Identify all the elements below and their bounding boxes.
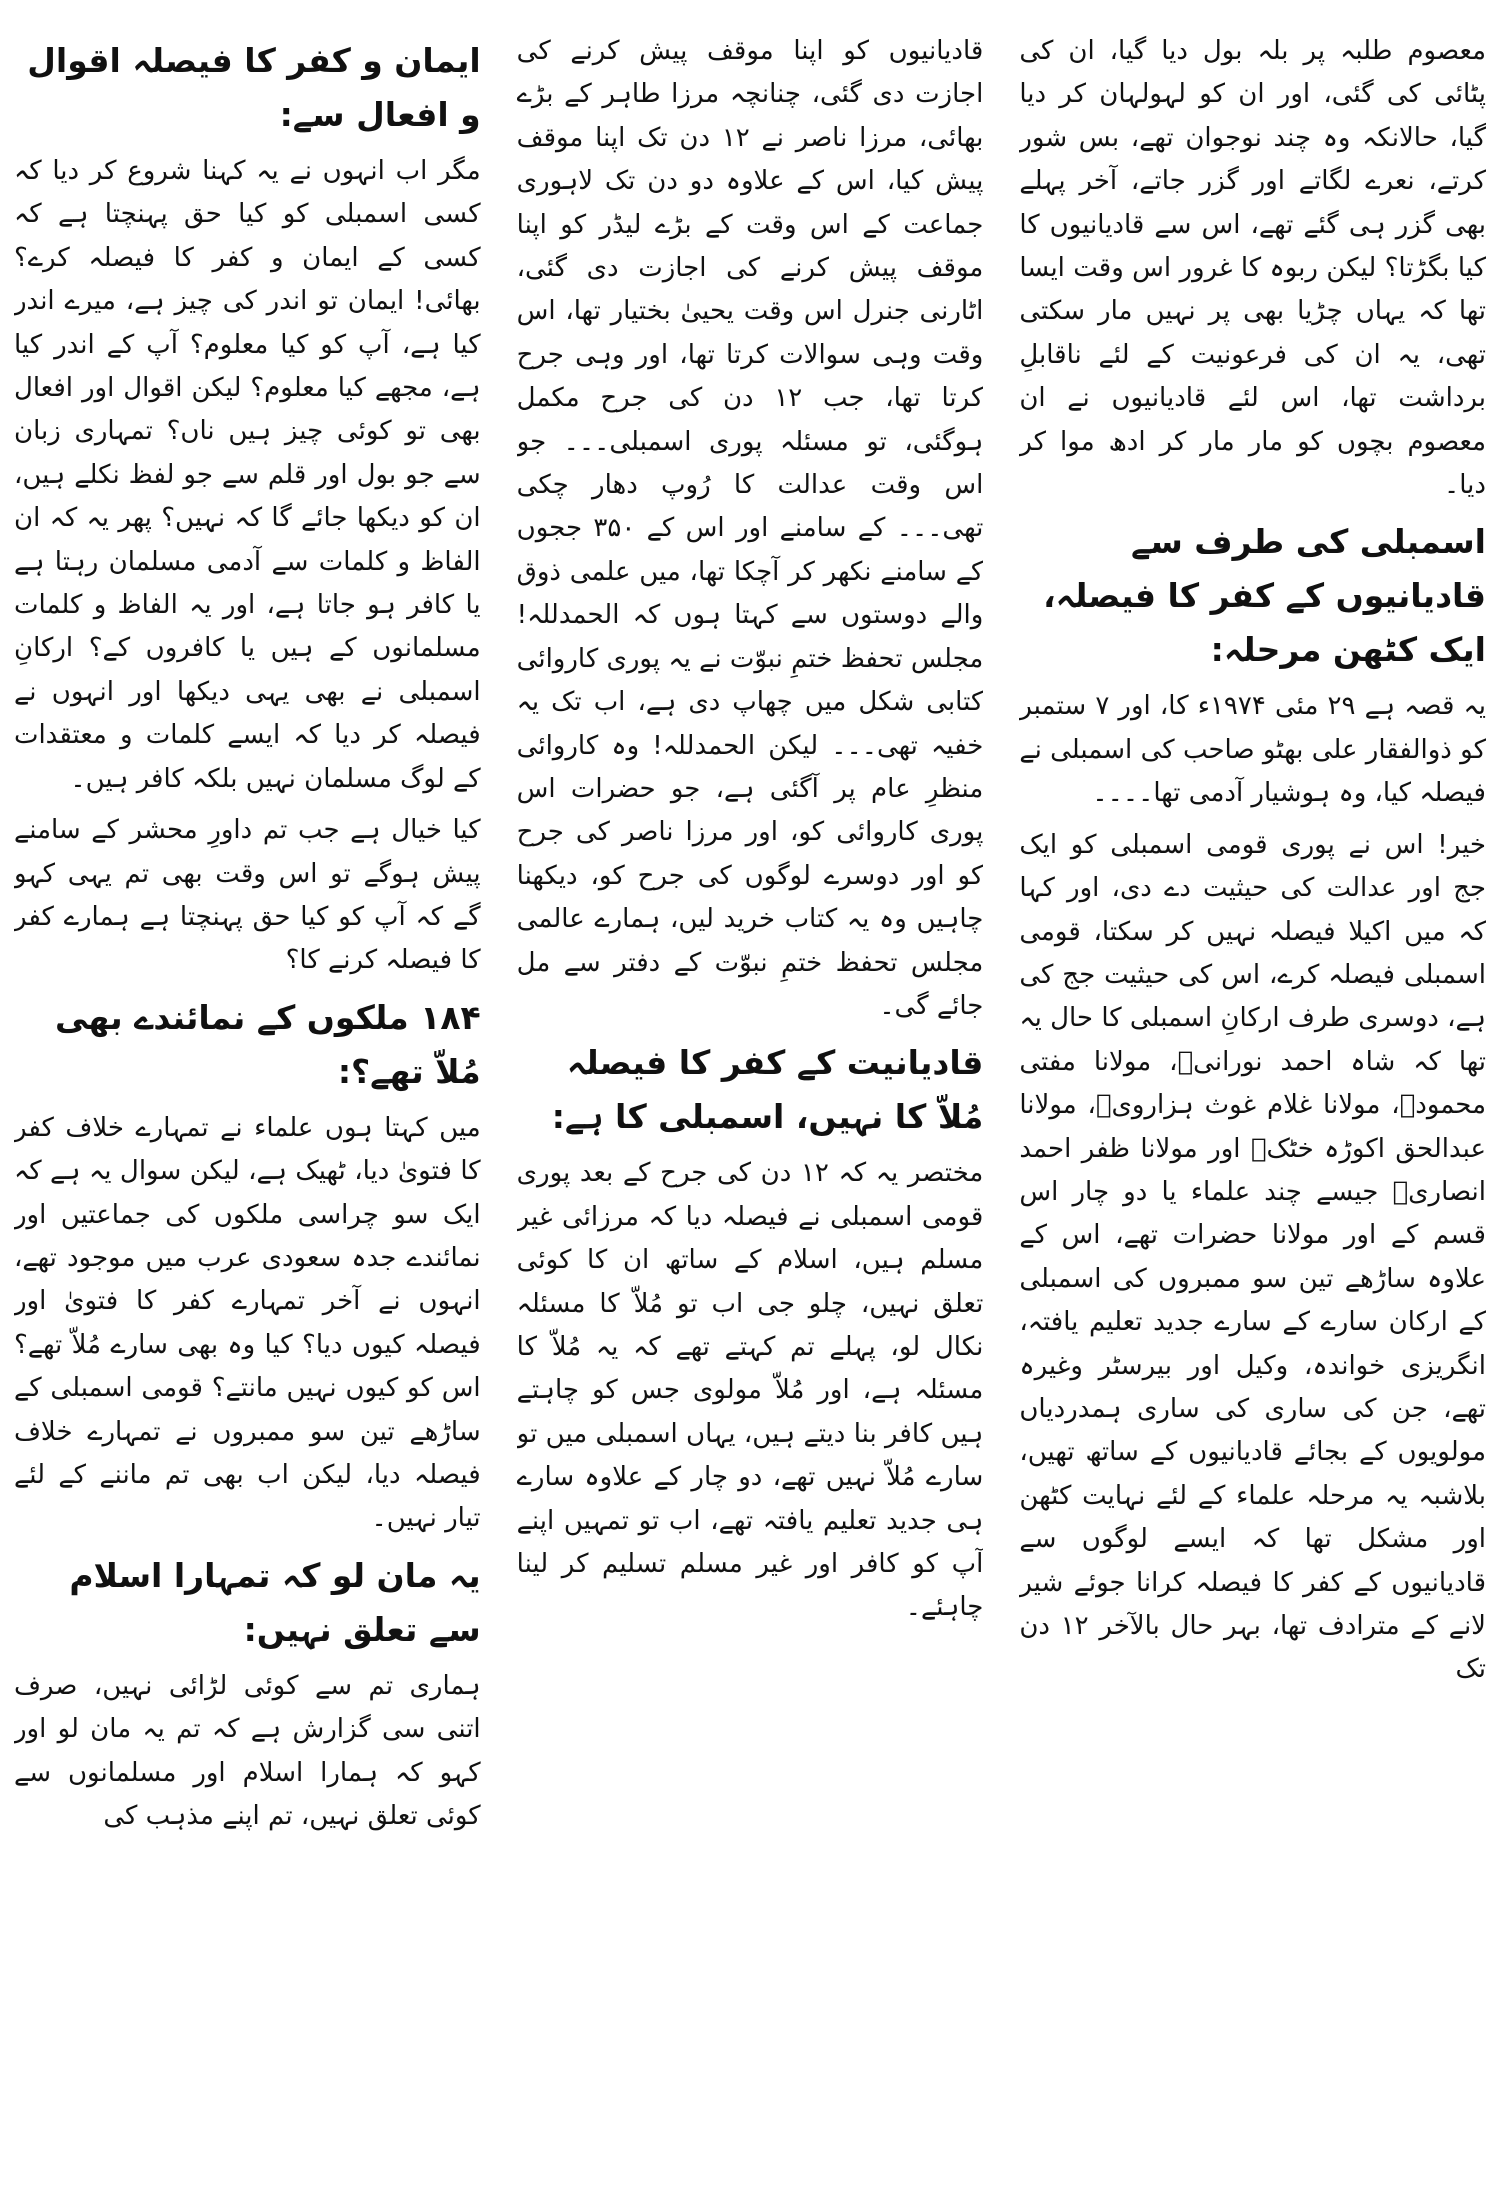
paragraph: ہماری تم سے کوئی لڑائی نہیں، صرف اتنی سی گزارش ہے کہ تم یہ مان لو اور کہو کہ ہمارا اسلام اور مسلمانوں سے کوئی تعلق نہیں، تم اپنے مذہب کی [13, 1670, 481, 1831]
text-columns [14, 30, 1486, 2180]
section-heading: ایمان و کفر کا فیصلہ اقوال و افعال سے: [27, 41, 481, 134]
section-heading: قادیانیت کے کفر کا فیصلہ مُلاّ کا نہیں، اسمبلی کا ہے: [551, 1043, 984, 1137]
paragraph: مگر اب انہوں نے یہ کہنا شروع کر دیا کہ کسی اسمبلی کو کیا حق پہنچتا ہے کہ کسی کے ایمان و کفر کا فیصلہ کرے؟ بھائی! ایمان تو اندر کی چیز ہے، میرے اندر کیا ہے، آپ کو کیا معلوم؟ آپ کے اندر کیا ہے، مجھے کیا معلوم؟ لیکن اقوال اور افعال بھی تو کوئی چیز ہیں ناں؟ تمہاری زبان سے جو بول اور قلم سے جو لفظ نکلے ہیں، ان کو دیکھا جائے گا کہ نہیں؟ پھر یہ کہ ان الفاظ و کلمات سے آدمی مسلمان رہتا ہے یا کافر ہو جاتا ہے، اور یہ الفاظ و کلمات مسلمانوں کے ہیں یا کافروں کے؟ ارکانِ اسمبلی نے بھی یہی دیکھا اور انہوں نے فیصلہ کر دیا کہ ایسے کلمات و معتقدات کے لوگ مسلمان نہیں بلکہ کافر ہیں۔ [13, 156, 481, 794]
section-heading: ۱۸۴ ملکوں کے نمائندے بھی مُلاّ تھے؟: [55, 997, 481, 1091]
section-heading: یہ مان لو کہ تمہارا اسلام سے تعلق نہیں: [69, 1555, 481, 1649]
column-middle [517, 30, 984, 2180]
column-left [14, 30, 481, 2180]
column-right [1019, 30, 1486, 2180]
paragraph: کیا خیال ہے جب تم داورِ محشر کے سامنے پیش ہوگے تو اس وقت بھی تم یہی کہو گے کہ آپ کو کیا حق پہنچتا ہے ہمارے کفر کا فیصلہ کرنے کا؟ [13, 815, 481, 976]
paragraph: قادیانیوں کو اپنا موقف پیش کرنے کی اجازت دی گئی، چنانچہ مرزا طاہر کے بڑے بھائی، مرزا ناصر نے ۱۲ دن تک اپنا موقف پیش کیا، اس کے علاوہ دو دن تک لاہوری جماعت کے اس وقت کے بڑے لیڈر کو اپنا موقف پیش کرنے کی اجازت دی گئی، اٹارنی جنرل اس وقت یحییٰ بختیار تھا، اس وقت وہی سوالات کرتا تھا، اور وہی جرح کرتا تھا، جب ۱۲ دن کی جرح مکمل ہوگئی، تو مسئلہ پوری اسمبلی۔۔۔ جو اس وقت عدالت کا رُوپ دھار چکی تھی۔۔۔ کے سامنے اور اس کے ۳۵۰ ججوں کے سامنے نکھر کر آچکا تھا، میں علمی ذوق والے دوستوں سے کہتا ہوں کہ الحمدللہ! مجلس تحفظ ختمِ نبوّت نے یہ پوری کاروائی کتابی شکل میں چھاپ دی ہے، اب تک یہ خفیہ تھی۔۔۔ لیکن الحمدللہ! وہ کاروائی منظرِ عام پر آگئی ہے، جو حضرات اس پوری کاروائی کو، اور مرزا ناصر کی جرح کو اور دوسرے لوگوں کی جرح کو، دیکھنا چاہیں وہ یہ کتاب خرید لیں، ہمارے عالمی مجلس تحفظ ختمِ نبوّت کے دفتر سے مل جائے گی۔ [516, 36, 984, 1021]
section-heading: اسمبلی کی طرف سے قادیانیوں کے کفر کا فیصلہ، ایک کٹھن مرحلہ: [1043, 522, 1486, 670]
paragraph: مختصر یہ کہ ۱۲ دن کی جرح کے بعد پوری قومی اسمبلی نے فیصلہ دیا کہ مرزائی غیر مسلم ہیں، اسلام کے ساتھ ان کا کوئی تعلق نہیں، چلو جی اب تو مُلاّ کا مسئلہ نکال لو، پہلے تم کہتے تھے کہ یہ مُلاّ کا مسئلہ ہے، اور مُلاّ مولوی جس کو چاہتے ہیں کافر بنا دیتے ہیں، یہاں اسمبلی میں تو سارے مُلاّ نہیں تھے، دو چار کے علاوہ سارے ہی جدید تعلیم یافتہ تھے، اب تو تمہیں اپنے آپ کو کافر اور غیر مسلم تسلیم کر لینا چاہئے۔ [516, 1158, 984, 1623]
paragraph: میں کہتا ہوں علماء نے تمہارے خلاف کفر کا فتویٰ دیا، ٹھیک ہے، لیکن سوال یہ ہے کہ ایک سو چراسی ملکوں کی جماعتیں اور نمائندے جدہ سعودی عرب میں موجود تھے، انہوں نے آخر تمہارے کفر کا فتویٰ اور فیصلہ کیوں دیا؟ کیا وہ بھی سارے مُلاّ تھے؟ اس کو کیوں نہیں مانتے؟ قومی اسمبلی کے ساڑھے تین سو ممبروں نے تمہارے خلاف فیصلہ دیا، لیکن اب بھی تم ماننے کے لئے تیار نہیں۔ [13, 1112, 481, 1534]
paragraph: معصوم طلبہ پر بلہ بول دیا گیا، ان کی پٹائی کی گئی، اور ان کو لہولہان کر دیا گیا، حالانکہ وہ چند نوجوان تھے، بس شور کرتے، نعرے لگاتے اور گزر جاتے، آخر پہلے بھی گزر ہی گئے تھے، اس سے قادیانیوں کا کیا بگڑتا؟ لیکن ربوہ کا غرور اس وقت ایسا تھا کہ یہاں چڑیا بھی پر نہیں مار سکتی تھی، یہ ان کی فرعونیت کے لئے ناقابلِ برداشت تھا، اس لئے قادیانیوں نے ان معصوم بچوں کو مار مار کر ادھ موا کر دیا۔ [1019, 36, 1486, 501]
paragraph: خیر! اس نے پوری قومی اسمبلی کو ایک جج اور عدالت کی حیثیت دے دی، اور کہا کہ میں اکیلا فیصلہ نہیں کر سکتا، قومی اسمبلی فیصلہ کرے، اس کی حیثیت جج کی ہے، دوسری طرف ارکانِ اسمبلی کا حال یہ تھا کہ شاہ احمد نورانیؒ، مولانا مفتی محمودؒ، مولانا غلام غوث ہزارویؒ، مولانا عبدالحق اکوڑہ خٹکؒ اور مولانا ظفر احمد انصاریؒ جیسے چند علماء یا دو چار اس قسم کے اور مولانا حضرات تھے، اس کے علاوہ ساڑھے تین سو ممبروں کی اسمبلی کے ارکان سارے کے سارے جدید تعلیم یافتہ، انگریزی خواندہ، وکیل اور بیرسٹر وغیرہ تھے، جن کی ساری کی ساری ہمدردیاں مولویوں کے بجائے قادیانیوں کے ساتھ تھیں، بلاشبہ یہ مرحلہ علماء کے لئے نہایت کٹھن اور مشکل تھا کہ ایسے لوگوں سے قادیانیوں کے کفر کا فیصلہ کرانا جوئے شیر لانے کے مترادف تھا، بہر حال بالآخر ۱۲ دن تک [1019, 829, 1486, 1685]
paragraph: یہ قصہ ہے ۲۹ مئی ۱۹۷۴ء کا، اور ۷ ستمبر کو ذوالفقار علی بھٹو صاحب کی اسمبلی نے فیصلہ کیا، وہ ہوشیار آدمی تھا۔۔۔۔ [1019, 691, 1486, 809]
